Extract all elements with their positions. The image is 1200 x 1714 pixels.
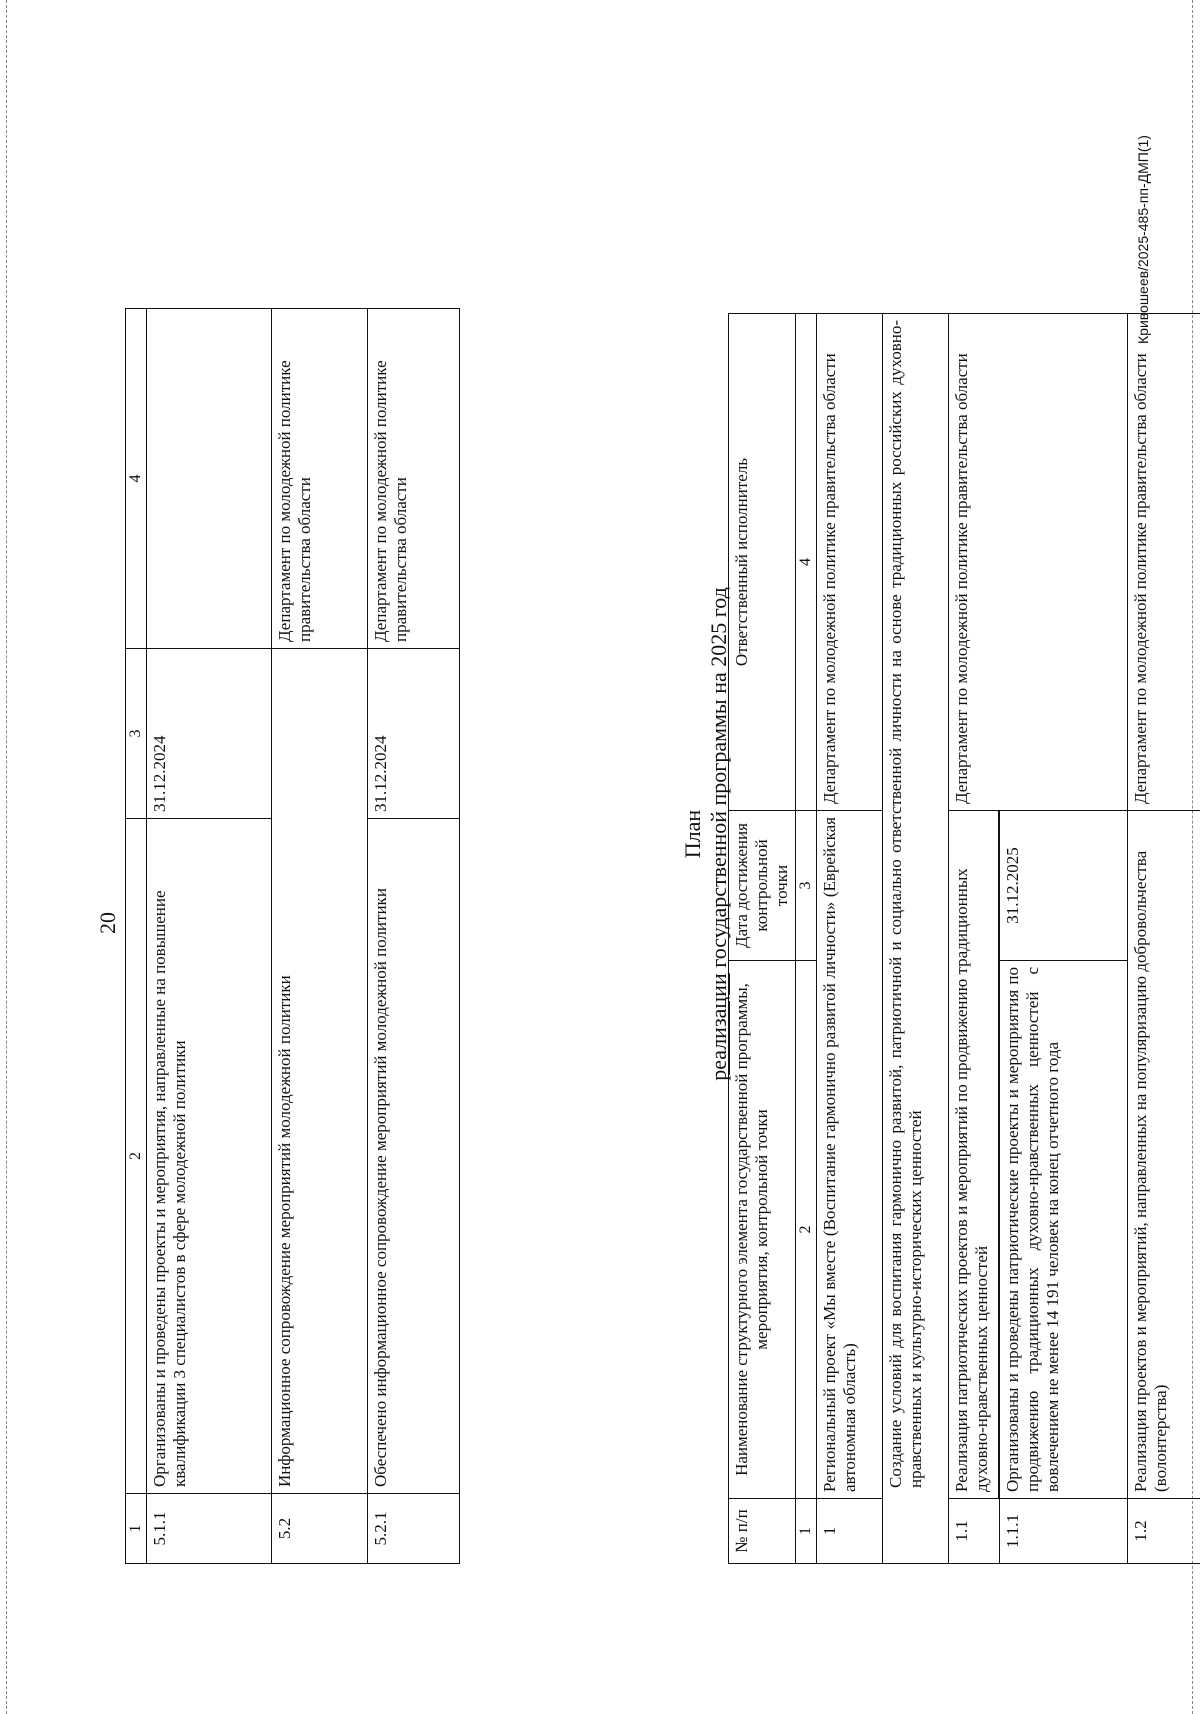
header-executor: Ответственный исполнитель — [729, 314, 796, 811]
row-executor: Департамент по молодежной политике правительства области — [1128, 314, 1200, 811]
col-number-3: 3 — [796, 811, 817, 961]
col-number-4: 4 — [796, 314, 817, 811]
row-number: 1.1 — [949, 1499, 1000, 1564]
table-row — [1128, 314, 1200, 1564]
row-name: Региональный проект «Мы вместе (Воспитание гармонично развитой личности» (Еврейская автономная область) — [817, 811, 883, 1499]
continuation-table — [125, 308, 460, 1564]
header-name: Наименование структурного элемента государственной программы, мероприятия, контрольной точки — [729, 961, 796, 1499]
col-number-4: 4 — [126, 309, 147, 649]
col-number-1: 1 — [126, 1494, 147, 1564]
header-date: Дата достижения контрольной точки — [729, 811, 796, 961]
row-date: 31.12.2024 — [368, 649, 460, 819]
plan-table — [728, 313, 1200, 1564]
row-number: 5.2.1 — [368, 1494, 460, 1564]
col-number-1: 1 — [796, 1499, 817, 1564]
row-name: Организованы и проведены проекты и мероприятия, направленные на повышение квалификации 3 специалистов в сфере молодежной политики — [147, 819, 272, 1494]
row-number: 5.1.1 — [147, 1494, 272, 1564]
table-row — [147, 309, 272, 1564]
row-name: Реализация патриотических проектов и мероприятий по продвижению традиционных духовно-нравственных ценностей — [949, 811, 999, 1499]
row-number: 5.2 — [272, 1494, 368, 1564]
row-date: 31.12.2025 — [1000, 811, 1128, 961]
row-name: Реализация проектов и мероприятий, направленных на популяризацию добровольчества (волонтерства) — [1128, 811, 1200, 1499]
row-executor: Департамент по молодежной политике правительства области — [949, 314, 1128, 811]
row-number: 1 — [817, 1499, 883, 1564]
header-number: № п/п — [729, 1499, 796, 1564]
row-name: Организованы и проведены патриотические проекты и мероприятия по продвижению традиционных духовно-нравственных ценностей с вовлечением не менее 14 191 человек на конец отчетного года — [1000, 961, 1128, 1499]
col-number-3: 3 — [126, 649, 147, 819]
plan-title-block — [680, 334, 732, 1334]
row-executor: Департамент по молодежной политике правительства области — [368, 309, 460, 649]
row-executor: Департамент по молодежной политике правительства области — [272, 309, 368, 649]
row-executor — [147, 309, 272, 649]
goal-row — [883, 314, 949, 1564]
col-number-2: 2 — [126, 819, 147, 1494]
goal-text: Создание условий для воспитания гармонично развитой, патриотичной и социально ответственной личности на основе традиционных российских духовно-нравственных и культурно-исторических ценностей — [883, 314, 949, 1564]
row-number: 1.2 — [1128, 1499, 1200, 1564]
column-number-row — [796, 314, 817, 1564]
row-number: 1.1.1 — [1000, 1499, 1128, 1564]
scan-edge-top — [6, 0, 8, 1714]
col-number-2: 2 — [796, 961, 817, 1499]
row-date: 31.12.2024 — [147, 649, 272, 819]
plan-title: План — [680, 809, 705, 859]
row-name: Обеспечено информационное сопровождение мероприятий молодежной политики — [368, 819, 460, 1494]
document-code: Кривошеев/2025-485-пп-ДМП(1) — [1135, 135, 1151, 344]
column-number-row — [126, 309, 147, 1564]
plan-subtitle-underlined: реализации — [706, 973, 731, 1081]
table-row — [368, 309, 460, 1564]
table-row — [272, 309, 368, 1564]
row-executor: Департамент по молодежной политике правительства области — [817, 314, 883, 811]
plan-subtitle-rest: государственной программы на 2025 год — [706, 587, 731, 974]
table-row — [817, 314, 883, 1564]
table-row — [949, 314, 999, 1564]
header-row — [729, 314, 796, 1564]
page-number: 20 — [95, 912, 120, 934]
row-name: Информационное сопровождение мероприятий молодежной политики — [272, 649, 368, 1494]
